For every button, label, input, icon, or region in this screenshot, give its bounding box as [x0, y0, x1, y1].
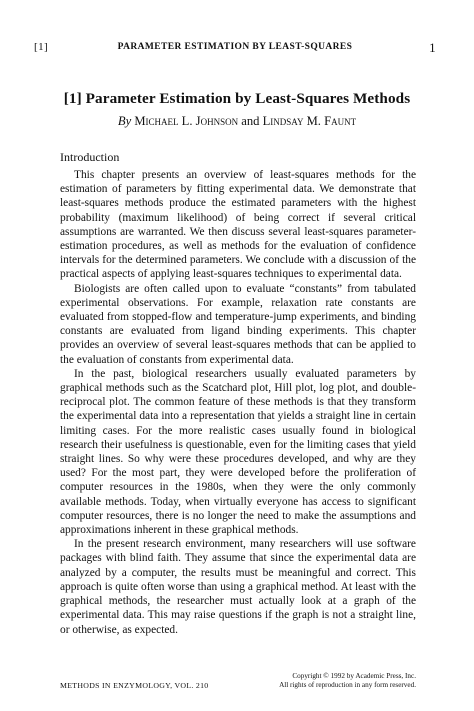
running-title: PARAMETER ESTIMATION BY LEAST-SQUARES	[117, 42, 353, 52]
chapter-number: [1]	[34, 41, 49, 53]
section-heading: Introduction	[60, 150, 120, 164]
paragraph: In the past, biological researchers usually evaluated parameters by graphical methods such as the Scatchard plot, Hill plot, log plot, and double-reciprocal plot. The common feature of these methods is that they transform the experimental data into a representation that yields a straight line in certain limiting cases. For the more realistic cases usually found in biological research their usefulness is questionable, even for the limiting cases that yield straight lines. So why were these procedures developed, and why are they used? For the most part, they were developed before the proliferation of computer resources in the 1980s, when they were the only commonly available methods. Today, when virtually everyone has access to significant computer resources, there is no longer the need to make the assumptions and approximations inherent in these graphical methods.	[60, 367, 416, 537]
paragraph: Biologists are often called upon to evaluate “constants” from tabulated experimental observations. For example, relaxation rate constants are evaluated from stopped-flow and temperature-jump experiments, and binding constants are evaluated from ligand binding experiments. This chapter provides an overview of several least-squares methods that can be applied to the evaluation of constants from experimental data.	[60, 282, 416, 366]
body-text	[60, 168, 416, 637]
byline-and: and	[241, 114, 260, 128]
paragraph: This chapter presents an overview of least-squares methods for the estimation of parameters by fitting experimental data. We demonstrate that least-squares methods produce the estimated parameters with the highest probability (maximum likelihood) of being correct if several critical assumptions are warranted. We then discuss several least-squares parameter-estimation procedures, as well as methods for the evaluation of confidence intervals for the determined parameters. We conclude with a discussion of the practical aspects of applying least-squares techniques to experimental data.	[60, 169, 416, 281]
chapter-title: [1] Parameter Estimation by Least-Squares Methods	[63, 90, 411, 107]
byline-by: By	[117, 114, 132, 128]
paragraph: In the present research environment, many researchers will use software packages with blind faith. They assume that since the experimental data are analyzed by a computer, the results must be meaningful and correct. This approach is quite often worse than using a graphical method. At least with the graphical methods, the researcher must actually look at a graph of the experimental data. This may raise questions if the graph is not a straight line, or otherwise, as expected.	[60, 538, 416, 636]
running-head	[34, 40, 436, 56]
byline	[0, 114, 474, 129]
copyright-notice	[279, 672, 416, 690]
copyright-line: Copyright © 1992 by Academic Press, Inc.	[292, 672, 416, 680]
page-number: 1	[429, 40, 436, 55]
author-name: Lindsay M. Faunt	[262, 114, 357, 128]
journal-citation: METHODS IN ENZYMOLOGY, VOL. 210	[60, 681, 209, 690]
page-footer	[60, 672, 416, 698]
rights-line: All rights of reproduction in any form reserved.	[279, 681, 416, 689]
author-name: Michael L. Johnson	[134, 114, 239, 128]
